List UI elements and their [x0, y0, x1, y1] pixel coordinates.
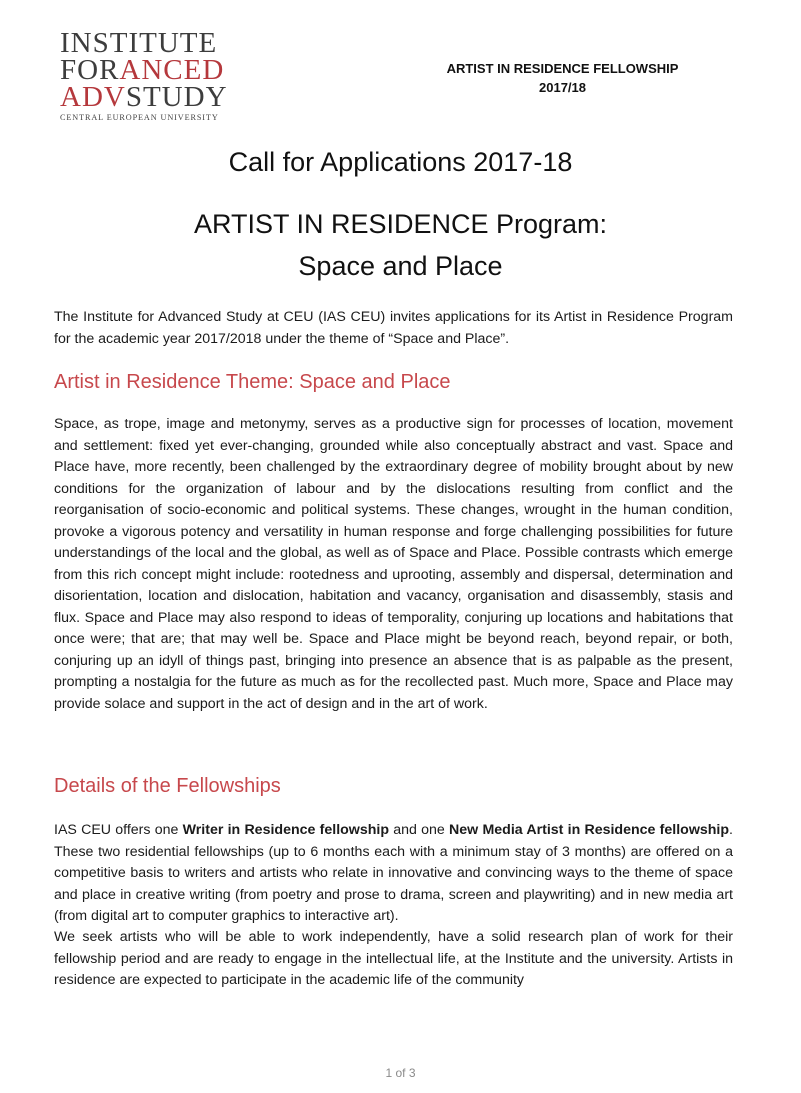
intro-paragraph: The Institute for Advanced Study at CEU (IAS CEU) invites applications for its Artist in Residence Program for the academic year 2017/2018 under the theme of “Space and Place”. — [54, 309, 733, 347]
details-paragraph-1: IAS CEU offers one Writer in Residence fellowship and one New Media Artist in Residence fellowship. These two residential fellowships (up to 6 months each with a minimum stay of 3 months) are offered on a competitive basis to writers and artists who relate in innovative and convincing ways to the theme of space and place in creative writing (from poetry and prose to drama, screen and playwriting) and in new media art (from digital art to computer graphics to interactive art). — [54, 822, 733, 924]
theme-title: Space and Place — [298, 251, 503, 281]
header-line-1: ARTIST IN RESIDENCE FELLOWSHIP — [446, 61, 679, 76]
theme-heading: Artist in Residence Theme: Space and Place — [54, 371, 451, 393]
logo-line-for-advanced: FORANCED — [60, 54, 225, 86]
call-title: Call for Applications 2017-18 — [228, 147, 573, 177]
writer-fellowship-bold: Writer in Residence fellowship — [182, 822, 390, 838]
details-heading: Details of the Fellowships — [54, 775, 281, 797]
logo-line-institute: INSTITUTE — [60, 27, 218, 59]
theme-paragraph: Space, as trope, image and metonymy, serves as a productive sign for processes of location, movement and settlement: fixed yet ever-changing, grounded while also conceptually abstract and vast. Space and Place have, more recently, been challenged by the extraordinary degree of mobility brought about by new conditions for the organization of labour and by the dislocations resulting from conflict and the reorganisation of socio-economic and political systems. These changes, wrought in the human condition, provoke a vigorous potency and versatility in human response and forge challenging possibilities for future understandings of the local and the global, as well as of Space and Place. Possible contrasts which emerge from this rich concept might include: rootedness and uprooting, assembly and dispersal, determination and disorientation, location and dislocation, habitation and vacancy, organisation and disassembly, stasis and flux. Space and Place may also respond to ideas of temporality, conjuring up locations and habitations that once were; that are; that may well be. Space and Place might be beyond reach, beyond repair, or both, conjuring up an idyll of things past, bringing into presence an absence that is as palpable as the present, prompting a nostalgia for the future as much as for the recollected past. Much more, Space and Place may provide solace and support in the act of design and in the art of work. — [54, 416, 733, 712]
logo-line-adv-study: ADVSTUDY — [60, 81, 228, 113]
new-media-fellowship-bold: New Media Artist in Residence fellowship — [449, 822, 730, 838]
program-title: ARTIST IN RESIDENCE Program: — [193, 209, 608, 239]
header-title — [430, 59, 695, 97]
page-number: 1 of 3 — [385, 1066, 416, 1080]
institute-logo — [60, 27, 240, 122]
details-paragraph-2: We seek artists who will be able to work independently, have a solid research plan of work for their fellowship period and are ready to engage in the intellectual life, at the Institute and the university. Artists in residence are expected to participate in the academic life of the community — [54, 929, 733, 988]
header-line-2: 2017/18 — [539, 80, 586, 95]
logo-subline: CENTRAL EUROPEAN UNIVERSITY — [60, 113, 219, 122]
